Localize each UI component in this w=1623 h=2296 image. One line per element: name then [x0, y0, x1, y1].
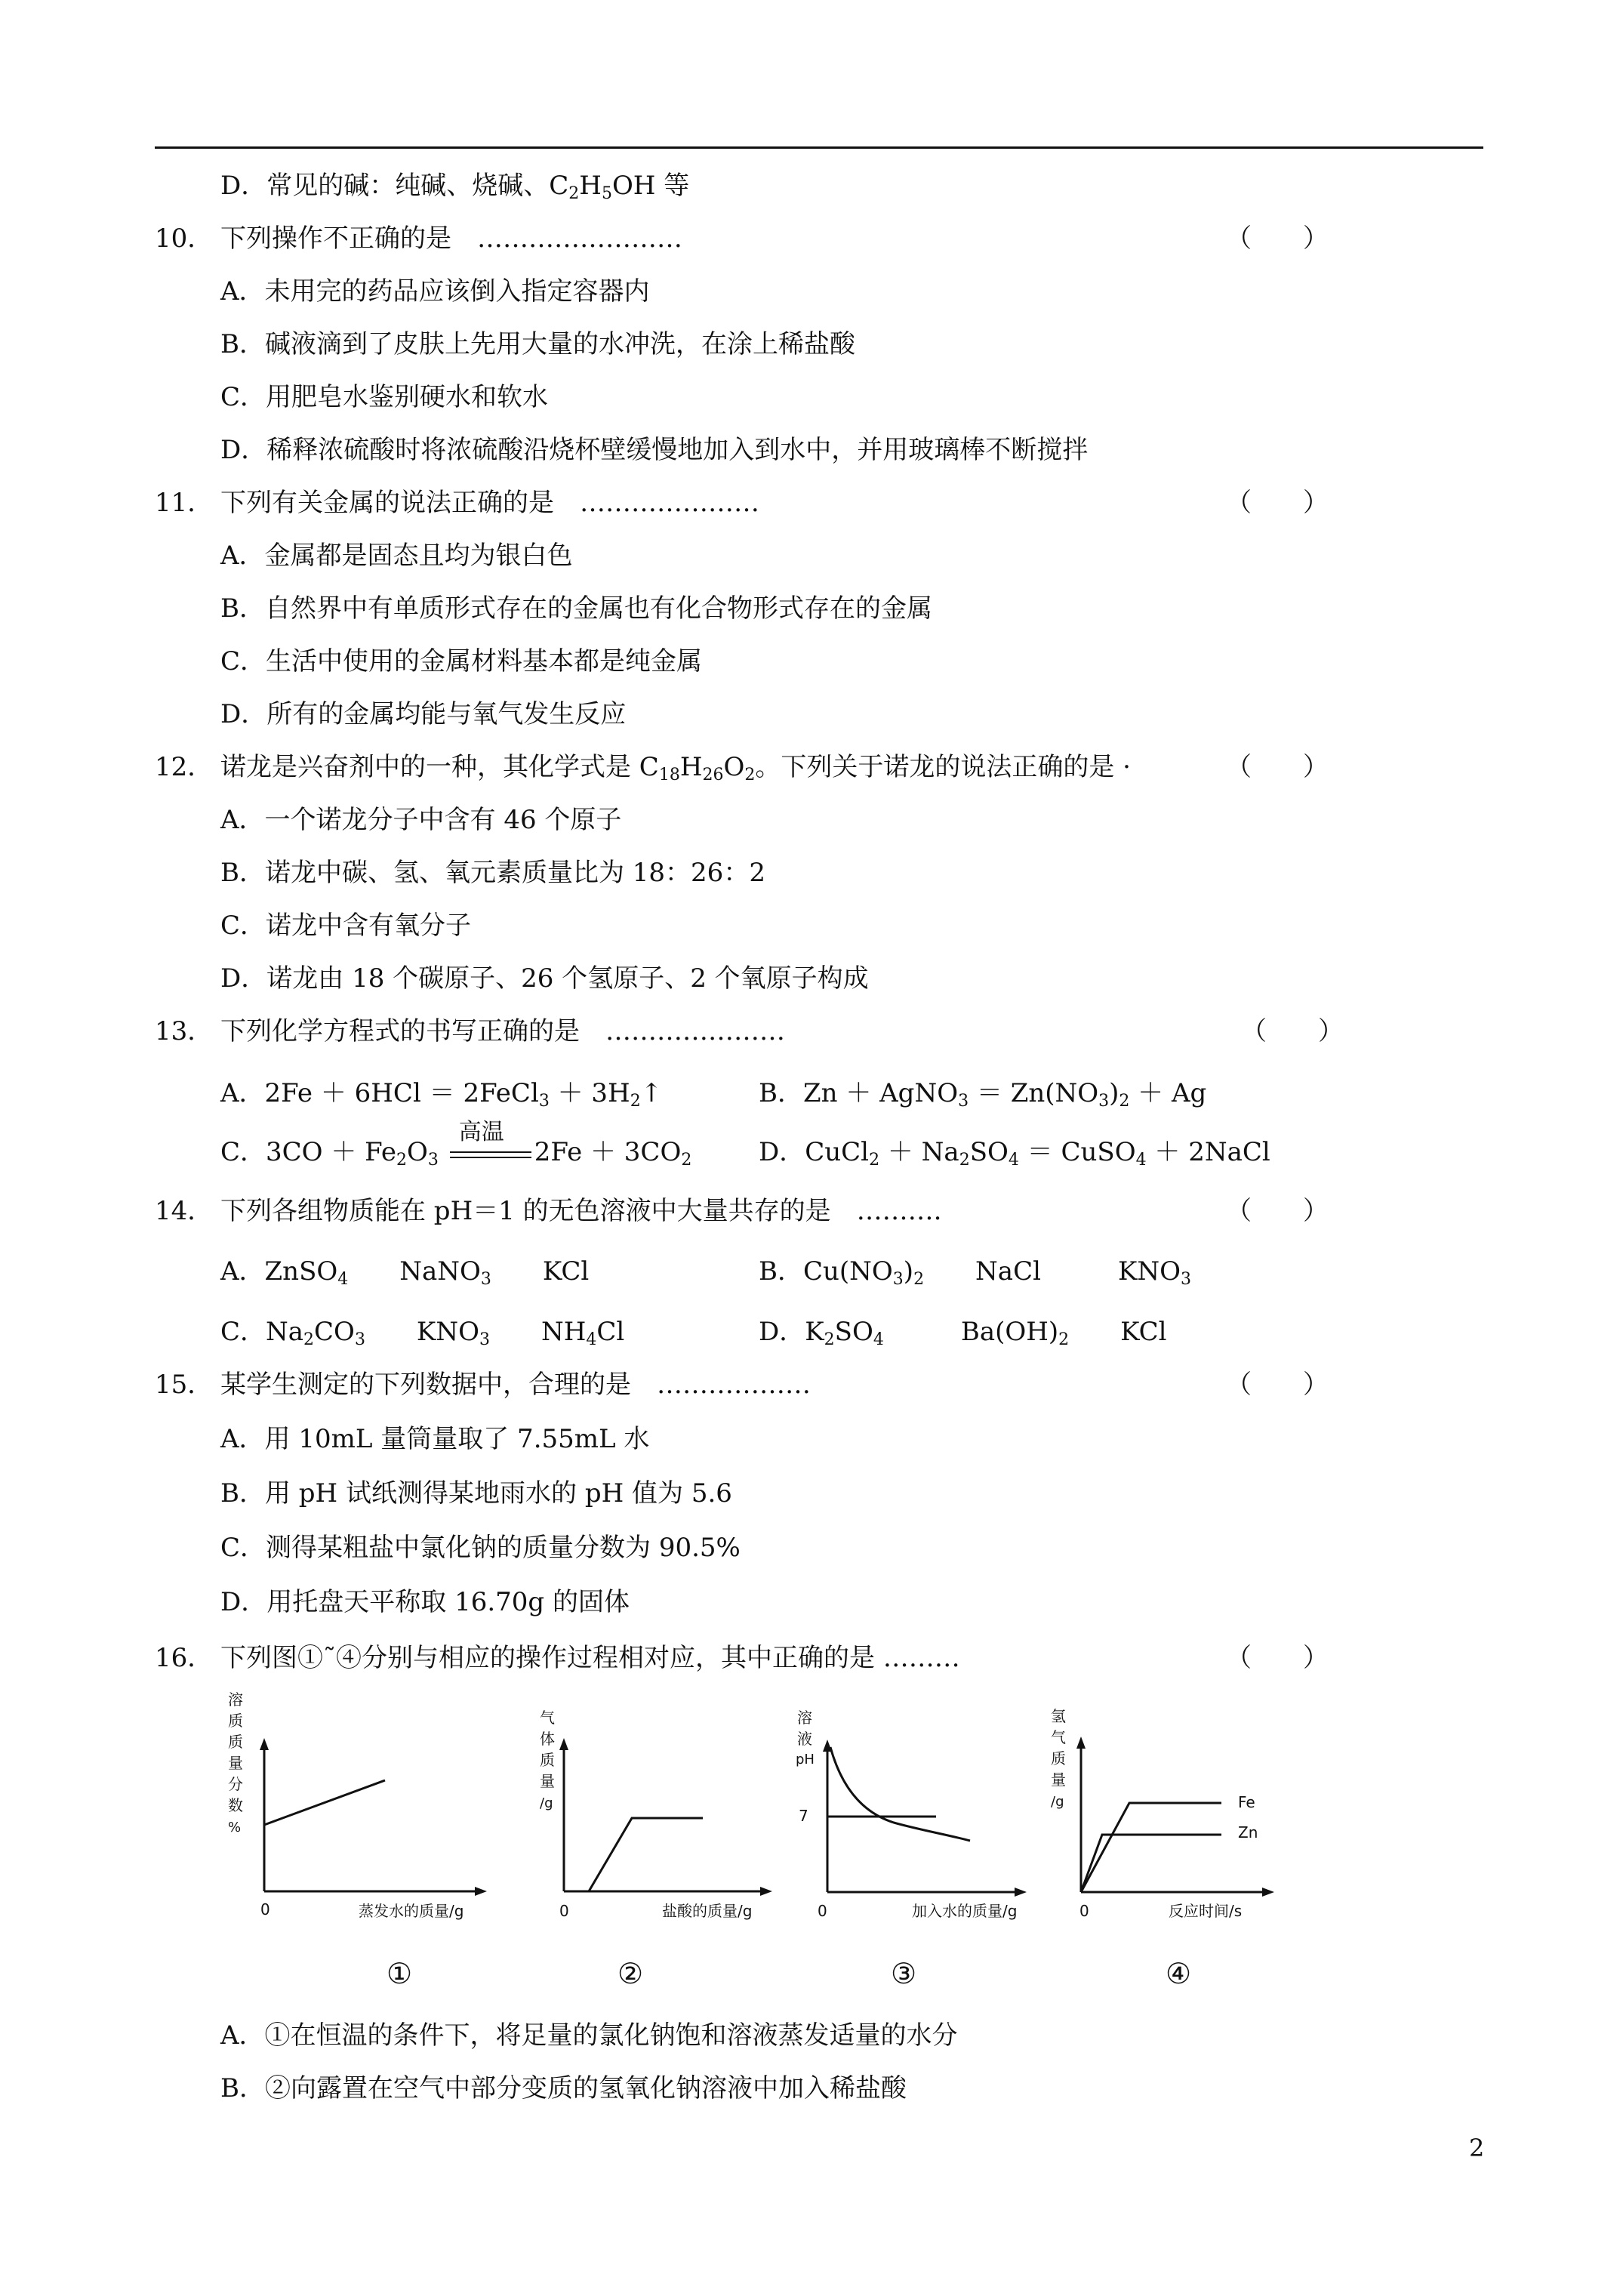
- graph-2-ylabel-0: 气: [540, 1709, 555, 1727]
- q14-option-a[interactable]: A．ZnSO$_4$ NaNO$_3$ KCl: [220, 1256, 590, 1289]
- q12-answer-blank[interactable]: （ ）: [1226, 752, 1329, 782]
- q15-option-d[interactable]: D．用托盘天平称取 16.70g 的固体: [220, 1587, 630, 1617]
- q16-option-b[interactable]: B．②向露置在空气中部分变质的氢氧化钠溶液中加入稀盐酸: [220, 2073, 907, 2103]
- graph-1-ylabel-4: 分: [228, 1775, 243, 1793]
- graph-1-ylabel-0: 溶: [228, 1691, 243, 1709]
- graph-1-label: ①: [387, 1957, 413, 1990]
- q11-option-d[interactable]: D．所有的金属均能与氧气发生反应: [220, 699, 627, 729]
- graph-2: [532, 1706, 789, 1933]
- graph-3-ylabel-0: 溶: [797, 1709, 812, 1727]
- q13-option-d[interactable]: D．CuCl$_2$ ＋ $Na_2SO_4$ ＝ CuSO$_4$ ＋ 2NaCl: [759, 1137, 1270, 1170]
- graph-1-xlabel: 蒸发水的质量/g: [359, 1902, 464, 1920]
- q11-answer-blank[interactable]: （ ）: [1226, 488, 1329, 518]
- graph-2-xlabel: 盐酸的质量/g: [662, 1902, 753, 1920]
- q10-number: 10．: [155, 223, 214, 254]
- q12-stem: 诺龙是兴奋剂中的一种，其化学式是 $C_{18}H_{26}O_2$。下列关于诺龙的说法正确的是 ·: [220, 752, 1131, 784]
- q13-option-a[interactable]: A．2Fe ＋ 6HCl ＝ 2FeCl$_3$ ＋ $3H_2↑$: [220, 1078, 663, 1111]
- graph-4-ylabel-1: 气: [1051, 1728, 1066, 1746]
- q10-option-d[interactable]: D．稀释浓硫酸时将浓硫酸沿烧杯壁缓慢地加入到水中，并用玻璃棒不断搅拌: [220, 435, 1089, 465]
- q10-answer-blank[interactable]: （ ）: [1226, 223, 1329, 254]
- q13-condition-equals: [450, 1119, 531, 1167]
- q13-option-c[interactable]: C．$3CO + Fe_2O_3$ 高温 $2Fe + 3CO_2$: [220, 1119, 692, 1170]
- q14-answer-blank[interactable]: （ ）: [1226, 1196, 1329, 1226]
- q13-option-b[interactable]: B．Zn ＋ AgNO$_3$ ＝ $Zn(NO_3)_2 + Ag$: [759, 1078, 1207, 1111]
- q13-number: 13．: [155, 1016, 214, 1046]
- q10-option-b[interactable]: B．碱液滴到了皮肤上先用大量的水冲洗，在涂上稀盐酸: [220, 329, 855, 359]
- q11-option-a[interactable]: A．金属都是固态且均为银白色: [220, 541, 573, 571]
- graph-2-ylabel-2: 质: [540, 1751, 555, 1769]
- graph-4-series-zn: Zn: [1238, 1823, 1258, 1841]
- graph-3-ylabel-2: pH: [796, 1752, 815, 1767]
- graph-2-label: ②: [617, 1957, 644, 1990]
- q10-option-a[interactable]: A．未用完的药品应该倒入指定容器内: [220, 276, 650, 307]
- q9-option-d: D．常见的碱：纯碱、烧碱、$C_2H_5OH$ 等: [220, 171, 690, 203]
- graph-4-label: ④: [1166, 1957, 1192, 1990]
- q16-answer-blank[interactable]: （ ）: [1226, 1643, 1329, 1673]
- graph-4-ylabel-0: 氢: [1051, 1707, 1066, 1725]
- graph-1-ylabel-5: 数: [228, 1796, 243, 1814]
- q13-condition-text: 高温: [458, 1119, 504, 1145]
- q14-option-b[interactable]: B．$Cu(NO_3)_2$ NaCl $KNO_3$: [759, 1256, 1191, 1289]
- q15-option-b[interactable]: B．用 pH 试纸测得某地雨水的 pH 值为 5.6: [220, 1478, 732, 1509]
- q12-option-a[interactable]: A．一个诺龙分子中含有 46 个原子: [220, 805, 622, 835]
- q13-answer-blank[interactable]: （ ）: [1241, 1016, 1344, 1046]
- q15-number: 15．: [155, 1370, 214, 1400]
- q15-option-c[interactable]: C．测得某粗盐中氯化钠的质量分数为 90.5%: [220, 1533, 741, 1563]
- q11-stem: 下列有关金属的说法正确的是 …………………: [220, 488, 759, 518]
- graph-4: [1040, 1705, 1297, 1931]
- q13-stem: 下列化学方程式的书写正确的是 …………………: [220, 1016, 785, 1046]
- q10-stem: 下列操作不正确的是 ……………………: [220, 223, 682, 254]
- graph-1-origin: 0: [260, 1900, 270, 1918]
- q14-number: 14．: [155, 1196, 214, 1226]
- q14-option-d[interactable]: D．$K_2SO_4$ $Ba(OH)_2$ KCl: [759, 1317, 1167, 1349]
- q10-option-c[interactable]: C．用肥皂水鉴别硬水和软水: [220, 382, 549, 412]
- graph-2-ylabel-4: /g: [540, 1795, 553, 1811]
- graph-4-ylabel-4: /g: [1051, 1794, 1064, 1810]
- graph-3-origin: 0: [818, 1902, 827, 1920]
- page-number: 2: [1469, 2134, 1485, 2162]
- q12-option-c[interactable]: C．诺龙中含有氧分子: [220, 911, 472, 941]
- q12-option-d[interactable]: D．诺龙由 18 个碳原子、26 个氢原子、2 个氧原子构成: [220, 963, 869, 994]
- graph-3-label: ③: [891, 1957, 917, 1990]
- q11-option-c[interactable]: C．生活中使用的金属材料基本都是纯金属: [220, 646, 703, 676]
- q15-option-a[interactable]: A．用 10mL 量筒量取了 7.55mL 水: [220, 1424, 650, 1454]
- graph-1: [219, 1691, 498, 1933]
- graph-2-ylabel-1: 体: [540, 1730, 555, 1748]
- graph-4-ylabel-2: 质: [1051, 1749, 1066, 1767]
- graph-4-xlabel: 反应时间/s: [1169, 1902, 1243, 1920]
- graph-3-ylabel-1: 液: [797, 1730, 812, 1748]
- graph-4-series-fe: Fe: [1238, 1793, 1255, 1811]
- graph-3-xlabel: 加入水的质量/g: [912, 1902, 1018, 1920]
- q15-answer-blank[interactable]: （ ）: [1226, 1370, 1329, 1400]
- q16-option-a[interactable]: A．①在恒温的条件下，将足量的氯化钠饱和溶液蒸发适量的水分: [220, 2020, 958, 2051]
- header-rule: [155, 146, 1483, 149]
- q11-option-b[interactable]: B．自然界中有单质形式存在的金属也有化合物形式存在的金属: [220, 593, 932, 624]
- q14-stem: 下列各组物质能在 pH＝1 的无色溶液中大量共存的是 ……….: [220, 1196, 942, 1226]
- q15-stem: 某学生测定的下列数据中，合理的是 ………………: [220, 1370, 811, 1400]
- graph-4-origin: 0: [1079, 1902, 1089, 1920]
- graph-1-ylabel-6: %: [228, 1820, 242, 1835]
- graph-1-ylabel-2: 质: [228, 1733, 243, 1751]
- q12-number: 12．: [155, 752, 214, 782]
- q16-number: 16．: [155, 1643, 214, 1673]
- graph-3-tick-7: 7: [799, 1807, 808, 1825]
- q11-number: 11．: [155, 488, 214, 518]
- graph-2-origin: 0: [559, 1902, 569, 1920]
- graph-1-ylabel-1: 质: [228, 1712, 243, 1730]
- q12-option-b[interactable]: B．诺龙中碳、氢、氧元素质量比为 18：26：2: [220, 858, 765, 888]
- graph-2-ylabel-3: 量: [540, 1772, 555, 1790]
- q14-option-c[interactable]: C．$Na_2CO_3$ $KNO_3$ $NH_4Cl$: [220, 1317, 625, 1349]
- graph-3: [793, 1708, 1049, 1934]
- q16-stem: 下列图①˜④分别与相应的操作过程相对应，其中正确的是 ………: [220, 1643, 960, 1673]
- graph-1-ylabel-3: 量: [228, 1754, 243, 1772]
- graph-4-ylabel-3: 量: [1051, 1771, 1066, 1789]
